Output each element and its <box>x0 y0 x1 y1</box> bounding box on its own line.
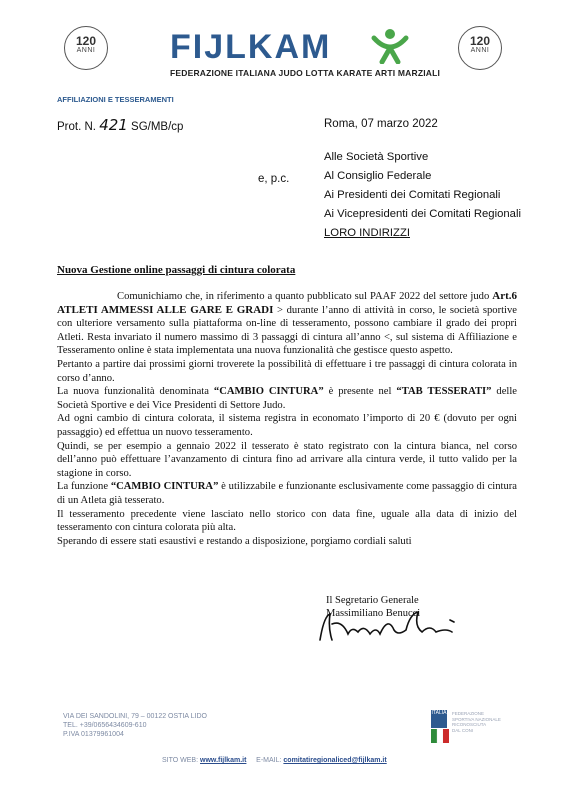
protocol-line <box>57 116 183 134</box>
italia-caption <box>452 711 501 733</box>
handwritten-signature <box>318 606 468 646</box>
recipient-line: Ai Vicepresidenti dei Comitati Regionali <box>324 208 521 220</box>
epc-label: e, p.c. <box>258 173 290 185</box>
letter-body <box>57 290 517 548</box>
protocol-number: 421 <box>99 116 128 134</box>
website-link[interactable]: www.fijlkam.it <box>200 757 247 764</box>
signature-title: Il Segretario Generale <box>326 595 419 606</box>
footer-telephone: TEL. +39/0656434609-610 <box>63 722 147 729</box>
body-paragraph: Pertanto a partire dai prossimi giorni troverete la possibilità di effettuare i tre passaggi di cintura colorata in corso d’anno. <box>57 358 517 384</box>
article-reference: Art.6 ATLETI AMMESSI ALLE GARE E GRADI <box>57 290 517 316</box>
signature-name: Massimiliano Benucci <box>326 608 421 619</box>
recipient-line: Ai Presidenti dei Comitati Regionali <box>324 189 501 201</box>
athlete-figure-icon <box>370 28 410 64</box>
body-paragraph <box>57 290 517 358</box>
seal-word: ANNI <box>76 47 96 54</box>
tab-tesserati-label: “TAB TESSERATI” <box>396 386 492 398</box>
cambio-cintura-label: “CAMBIO CINTURA” <box>110 481 219 493</box>
p3-text: La nuova funzionalità denominata <box>57 386 214 398</box>
italia-caption-line: FEDERAZIONE <box>452 711 485 716</box>
italia-caption-line: RICONOSCIUTA <box>452 722 487 727</box>
p1-rest: > durante l’anno di attività in corso, le società sportive con ulteriore versamento sulla piattaforma on-line di tesseramento, possono cambiare il grado dei propri Atleti. Resta invariato il numero massimo di 3 passaggi di cintura all’anno <, sul sistema di Affiliazione e Tesseramento online è stata implementata una nuova funzionalità che gestisce questo aspetto. <box>57 304 517 357</box>
body-paragraph: Quindi, se per esempio a gennaio 2022 il tesserato è stato registrato con la cintura bianca, nel corso dell’anno può effettuare l’avanzamento di cintura fino ad arrivare alla cintura verde, il tutto valido per la stagione in corso. <box>57 440 517 479</box>
italia-box-text: ITALIA <box>431 710 447 716</box>
cambio-cintura-label: “CAMBIO CINTURA” <box>213 386 324 398</box>
body-paragraph: Sperando di essere stati esaustivi e restando a disposizione, porgiamo cordiali saluti <box>57 535 412 547</box>
recipient-line: LORO INDIRIZZI <box>324 227 410 239</box>
email-label: E-MAIL: <box>256 757 282 764</box>
body-paragraph: Il tesseramento precedente viene lasciato nello storico con data fine, uguale alla data di inizio del tesseramento con cintura colorata più alta. <box>57 508 517 534</box>
site-label: SITO WEB: <box>162 757 199 764</box>
italia-logo <box>431 710 447 728</box>
p3-text: delle Società Sportive e dei Vice Presidenti di Settore Judo. <box>57 386 517 411</box>
logo-wordmark: FIJLKAM <box>170 28 332 66</box>
seal-word: ANNI <box>470 47 490 54</box>
seal-number: 120 <box>469 34 491 48</box>
anniversary-seal-right <box>458 26 502 70</box>
anniversary-seal-left <box>64 26 108 70</box>
footer-vat: P.IVA 01379961004 <box>63 731 124 738</box>
p6-text: è utilizzabile e funzionante esclusivamente come passaggio di cintura di un Atleta già tesserato. <box>57 481 517 506</box>
protocol-label: Prot. N. <box>57 121 96 133</box>
logo-subtitle: FEDERAZIONE ITALIANA JUDO LOTTA KARATE ARTI MARZIALI <box>170 68 441 78</box>
body-paragraph <box>57 385 517 412</box>
tricolor-icon <box>431 729 449 743</box>
recipient-line: Al Consiglio Federale <box>324 170 432 182</box>
italia-caption-line: SPORTIVA NAZIONALE <box>452 716 501 722</box>
place-date: Roma, 07 marzo 2022 <box>324 118 438 130</box>
recipients-block <box>324 148 521 243</box>
recipient-line: Alle Società Sportive <box>324 151 429 163</box>
email-link[interactable]: comitatiregionaliced@fijlkam.it <box>283 757 387 764</box>
seal-number: 120 <box>75 34 97 48</box>
italia-caption-line: DAL CONI <box>452 727 474 733</box>
body-paragraph <box>57 480 517 507</box>
letter-subject: Nuova Gestione online passaggi di cintura colorata <box>57 264 296 276</box>
p1-intro: Comunichiamo che, in riferimento a quanto pubblicato sul PAAF 2022 del settore judo <box>117 291 490 302</box>
federation-logo <box>170 30 331 64</box>
footer-links <box>162 757 387 764</box>
footer-address-block <box>63 712 207 739</box>
department-label: AFFILIAZIONI E TESSERAMENTI <box>57 95 174 104</box>
p3-text: è presente nel <box>323 386 397 398</box>
p6-text: La funzione <box>57 481 111 493</box>
body-paragraph: Ad ogni cambio di cintura colorata, il sistema registra in economato l’importo di 20 € (dovuto per ogni passaggio) ed effettua un nuovo tesseramento. <box>57 413 517 438</box>
footer-address: VIA DEI SANDOLINI, 79 – 00122 OSTIA LIDO <box>63 713 207 720</box>
protocol-suffix: SG/MB/cp <box>131 121 184 133</box>
italia-recognition-mark <box>431 710 449 743</box>
